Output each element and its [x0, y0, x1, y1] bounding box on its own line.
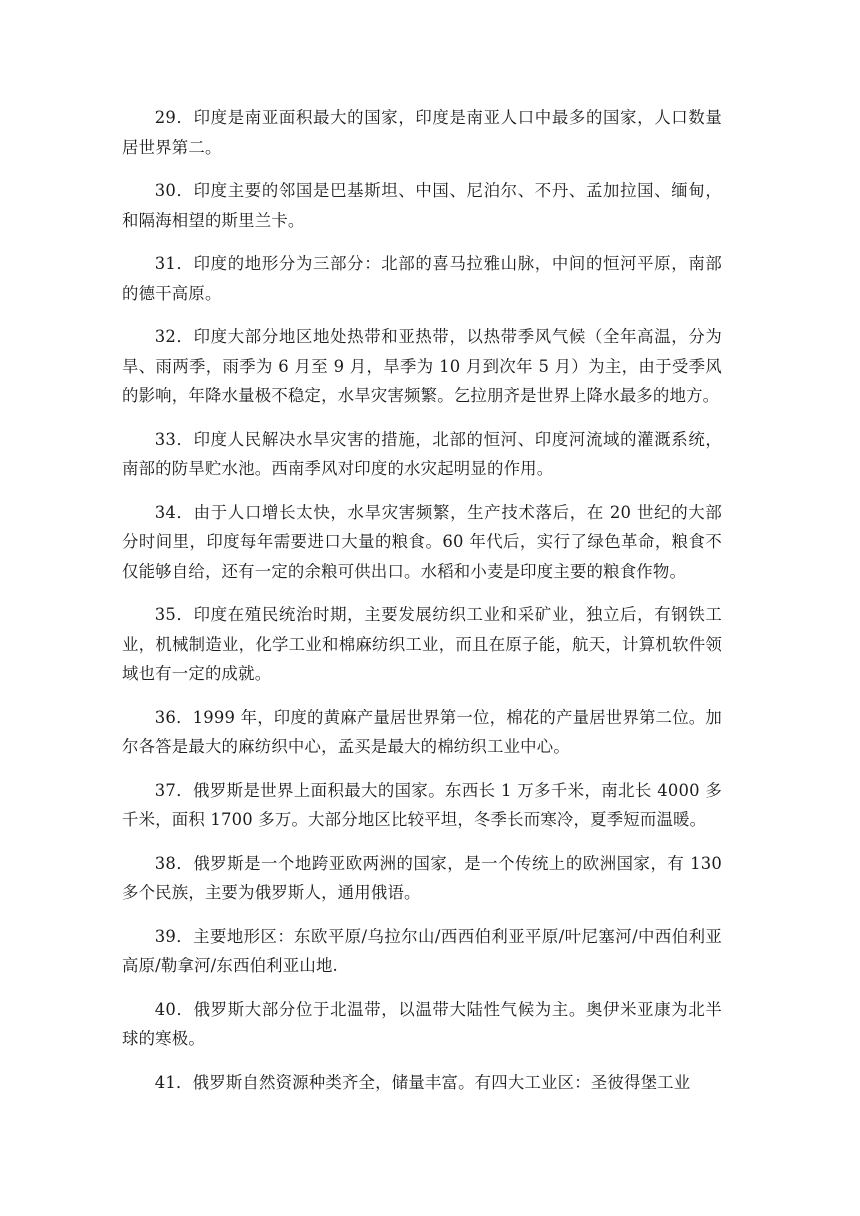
paragraph-31: 31．印度的地形分为三部分：北部的喜马拉雅山脉，中间的恒河平原，南部的德干高原。	[122, 254, 722, 303]
paragraph-36: 36．1999 年，印度的黄麻产量居世界第一位，棉花的产量居世界第二位。加尔各答是最大的麻纺织中心，孟买是最大的棉纺织工业中心。	[122, 707, 722, 756]
paragraph-32: 32．印度大部分地区地处热带和亚热带，以热带季风气候（全年高温，分为旱、雨两季，雨季为 6 月至 9 月，旱季为 10 月到次年 5 月）为主，由于受季风的影响，年降水量极不稳定，水旱灾害频繁。乞拉朋齐是世界上降水最多的地方。	[122, 327, 722, 405]
paragraph-41: 41．俄罗斯自然资源种类齐全，储量丰富。有四大工业区：圣彼得堡工业	[154, 1072, 691, 1092]
paragraph-38: 38．俄罗斯是一个地跨亚欧两洲的国家，是一个传统上的欧洲国家，有 130 多个民族，主要为俄罗斯人，通用俄语。	[122, 853, 722, 902]
paragraph-29: 29．印度是南亚面积最大的国家，印度是南亚人口中最多的国家，人口数量居世界第二。	[122, 108, 722, 157]
paragraph-39: 39．主要地形区：东欧平原/乌拉尔山/西西伯利亚平原/叶尼塞河/中西伯利亚高原/勒拿河/东西伯利亚山地.	[122, 926, 722, 975]
paragraph-40: 40．俄罗斯大部分位于北温带，以温带大陆性气候为主。奥伊米亚康为北半球的寒极。	[122, 999, 722, 1048]
paragraph-30: 30．印度主要的邻国是巴基斯坦、中国、尼泊尔、不丹、孟加拉国、缅甸，和隔海相望的斯里兰卡。	[122, 181, 722, 230]
paragraph-37: 37．俄罗斯是世界上面积最大的国家。东西长 1 万多千米，南北长 4000 多千米，面积 1700 多万。大部分地区比较平坦，冬季长而寒冷，夏季短而温暖。	[122, 780, 722, 829]
document-body	[122, 103, 722, 1111]
paragraph-35: 35．印度在殖民统治时期，主要发展纺织工业和采矿业，独立后，有钢铁工业，机械制造业，化学工业和棉麻纺织工业，而且在原子能，航天，计算机软件领域也有一定的成就。	[122, 605, 722, 683]
paragraph-33: 33．印度人民解决水旱灾害的措施，北部的恒河、印度河流域的灌溉系统，南部的防旱贮水池。西南季风对印度的水灾起明显的作用。	[122, 429, 722, 478]
paragraph-34: 34．由于人口增长太快，水旱灾害频繁，生产技术落后，在 20 世纪的大部分时间里，印度每年需要进口大量的粮食。60 年代后，实行了绿色革命，粮食不仅能够自给，还有一定的余粮可供出口。水稻和小麦是印度主要的粮食作物。	[122, 502, 722, 581]
